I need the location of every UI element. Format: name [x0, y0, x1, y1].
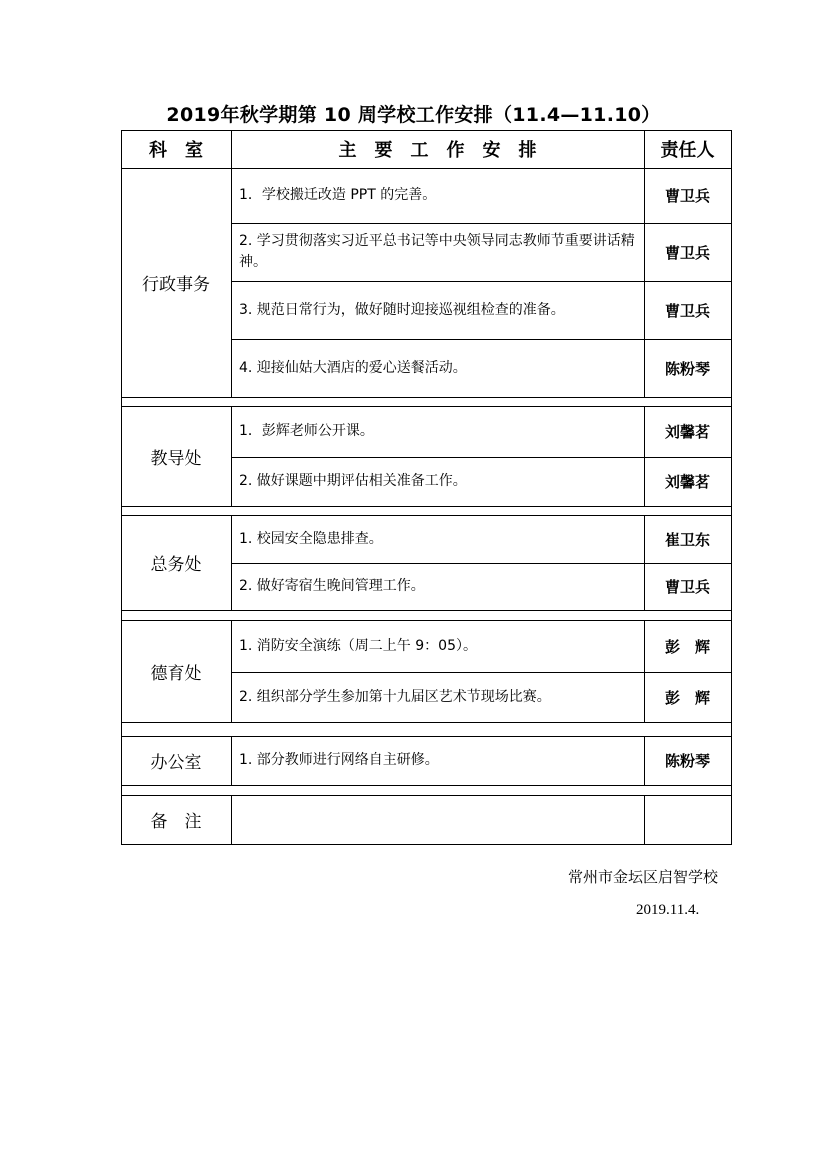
person-cell: 陈粉琴 — [664, 752, 710, 770]
table-border-right — [731, 130, 732, 845]
task-cell: 1．彭辉老师公开课。 — [239, 423, 374, 439]
person-cell: 刘馨茗 — [664, 473, 710, 491]
task-cell: 1. 消防安全演练（周二上午 9：05）。 — [239, 637, 477, 654]
person-cell: 彭 辉 — [664, 637, 710, 656]
person-cell: 彭 辉 — [664, 688, 710, 707]
department-cell: 教导处 — [150, 448, 202, 469]
document-date: 2019.11.4. — [636, 902, 700, 918]
section-bottom-border — [121, 397, 732, 398]
task-cell: 2. 学习贯彻落实习近平总书记等中央领导同志教师节重要讲话精神。 — [239, 233, 635, 270]
task-cell: 4. 迎接仙姑大酒店的爱心送餐活动。 — [239, 359, 467, 376]
task-cell: 1. 校园安全隐患排查。 — [239, 530, 383, 547]
section-bottom-border — [121, 610, 732, 611]
task-cell — [231, 795, 644, 844]
task-cell: 2. 做好课题中期评估相关准备工作。 — [239, 473, 467, 489]
header-tasks: 主 要 工 作 安 排 — [338, 140, 537, 161]
section-bottom-border — [121, 844, 732, 845]
department-cell: 办公室 — [150, 753, 202, 773]
department-cell: 行政事务 — [142, 275, 210, 295]
task-cell: 1. 部分教师进行网络自主研修。 — [239, 752, 439, 768]
person-cell: 曹卫兵 — [664, 187, 710, 205]
header-department: 科 室 — [149, 140, 203, 161]
section-bottom-border — [121, 785, 732, 786]
person-cell: 刘馨茗 — [664, 423, 710, 441]
task-cell: 2. 做好寄宿生晚间管理工作。 — [239, 578, 425, 594]
task-cell: 3. 规范日常行为，做好随时迎接巡视组检查的准备。 — [239, 301, 565, 318]
person-cell: 曹卫兵 — [664, 578, 710, 596]
task-cell: 2. 组织部分学生参加第十九届区艺术节现场比赛。 — [239, 688, 551, 705]
document-title: 2019年秋学期第 10 周学校工作安排（11.4—11.10） — [166, 104, 661, 126]
section-bottom-border — [121, 722, 732, 723]
person-cell: 崔卫东 — [664, 530, 710, 549]
person-cell: 曹卫兵 — [664, 301, 710, 320]
department-cell: 德育处 — [150, 663, 202, 684]
department-cell: 备 注 — [150, 812, 202, 832]
header-person: 责任人 — [660, 140, 715, 161]
person-cell: 陈粉琴 — [664, 359, 710, 378]
department-cell: 总务处 — [150, 555, 202, 575]
school-name: 常州市金坛区启智学校 — [568, 868, 719, 886]
person-cell — [644, 795, 731, 844]
person-cell: 曹卫兵 — [664, 243, 710, 262]
task-cell: 1．学校搬迁改造 PPT 的完善。 — [239, 187, 437, 203]
section-bottom-border — [121, 506, 732, 507]
